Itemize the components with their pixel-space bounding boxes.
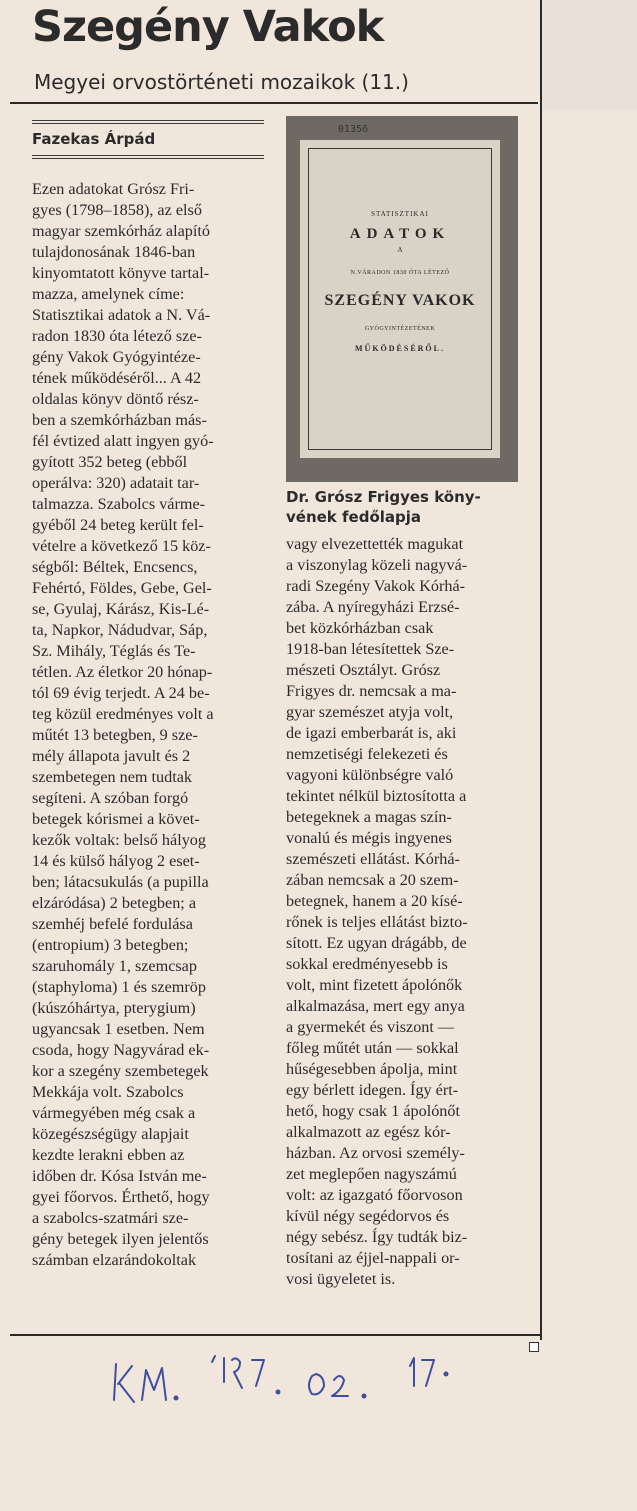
text-line: tosítani az éjjel-nappali or- [286, 1249, 460, 1267]
text-line: tétlen. Az életkor 20 hónap- [32, 663, 213, 681]
text-line: tól 69 évig terjedt. A 24 be- [32, 684, 210, 702]
text-line: Frigyes dr. nemcsak a ma- [286, 682, 457, 700]
text-line: a szabolcs-szatmári sze- [32, 1209, 189, 1227]
text-line: Fehértó, Földes, Gebe, Gel- [32, 579, 212, 597]
text-line: kezők voltak: belső hályog [32, 831, 206, 849]
text-line: szembetegen nem tudtak [32, 768, 193, 786]
text-line: szemészeti ellátást. Kórhá- [286, 850, 460, 868]
text-line: kinyomtatott könyve tartal- [32, 264, 210, 282]
text-line: se, Gyulaj, Kárász, Kis-Lé- [32, 600, 210, 618]
author-byline: Fazekas Árpád [32, 130, 156, 148]
text-line: Sz. Mihály, Téglás és Te- [32, 642, 196, 660]
text-line: gyított 352 beteg (ebből [32, 453, 188, 471]
cover-name: SZEGÉNY VAKOK [324, 292, 476, 309]
article-column-1 [32, 179, 264, 1271]
cover-line6: MŰKÖDÉSÉRŐL. [354, 344, 445, 353]
text-line: de igazi emberbarát is, aki [286, 724, 457, 742]
text-line: kezdte lerakni ebben az [32, 1146, 185, 1164]
cover-top-line: STATISZTIKAI [371, 210, 429, 218]
text-line: zában nemcsak a 20 szem- [286, 871, 459, 889]
text-line: operálva: 320) adatait tar- [32, 474, 200, 492]
text-line: tulajdonosának 1846-ban [32, 243, 196, 261]
cover-a: A [397, 246, 403, 254]
text-line: szaruhomály 1, szemcsap [32, 957, 197, 975]
text-line: házban. Az orvosi személy- [286, 1144, 465, 1162]
text-line: Statisztikai adatok a N. Vá- [32, 306, 211, 324]
text-line: vagyoni különbségre való [286, 766, 454, 784]
text-line: 14 és külső hályog 2 eset- [32, 852, 200, 870]
text-line: számban elzarándokoltak [32, 1251, 197, 1269]
text-line: nemzetiségi felekezeti és [286, 745, 448, 763]
text-line: talmazza. Szabolcs várme- [32, 495, 206, 513]
text-line: Ezen adatokat Grósz Fri- [32, 180, 195, 198]
text-line: ta, Napkor, Nádudvar, Sáp, [32, 621, 208, 639]
text-line: közegészségügy alapjait [32, 1125, 189, 1143]
caption-line: vének fedőlapja [286, 508, 422, 526]
text-line: négy sebész. Így tudták biz- [286, 1228, 468, 1246]
text-line: hűségesebben ápolja, mint [286, 1060, 458, 1078]
text-line: gyes (1798–1858), az első [32, 201, 202, 219]
text-line: ben a szemkórházban más- [32, 411, 207, 429]
text-line: volt, mint fizetett ápolónők [286, 976, 463, 994]
text-line: (staphyloma) 1 és szemröp [32, 978, 206, 996]
cover-line5: GYÓGYINTÉZETÉNEK [364, 326, 436, 332]
article-bottom-rule [10, 1334, 542, 1336]
text-line: (entropium) 3 betegben; [32, 936, 189, 954]
text-line: ben; látacsukulás (a pupilla [32, 873, 209, 891]
text-line: betegnek, hanem a 20 kísé- [286, 892, 463, 910]
cover-word: ADATOK [349, 226, 451, 242]
text-line: gyéből 24 beteg került fel- [32, 516, 204, 534]
text-line: betegek kórismei a követ- [32, 810, 200, 828]
text-line: zába. A nyíregyházi Erzsé- [286, 598, 460, 616]
text-line: gény Vakok Gyógyintéze- [32, 348, 201, 366]
text-line: gyar szemészet atyja volt, [286, 703, 454, 721]
text-line: a viszonylag közeli nagyvá- [286, 556, 468, 574]
series-subtitle: Megyei orvostörténeti mozaikok (11.) [34, 70, 409, 94]
text-line: elzáródása) 2 betegben; a [32, 894, 197, 912]
text-line: ugyancsak 1 esetben. Nem [32, 1020, 205, 1038]
text-line: alkalmazása, mert egy anya [286, 997, 465, 1015]
text-line: rőnek is teljes ellátást bizto- [286, 913, 468, 931]
text-line: gyei főorvos. Érthető, hogy [32, 1188, 210, 1206]
text-line: alkalmazott az egész kór- [286, 1123, 451, 1141]
text-line: radi Szegény Vakok Kórhá- [286, 577, 466, 595]
text-line: fél évtized alatt ingyen gyó- [32, 432, 214, 450]
text-line: mély állapota javult és 2 [32, 747, 191, 765]
text-line: mazza, amelynek címe: [32, 285, 185, 303]
text-line: teg közül eredményes volt a [32, 705, 214, 723]
text-line: vármegyében még csak a [32, 1104, 196, 1122]
text-line: magyar szemkórház alapító [32, 222, 210, 240]
text-line: tekintet nélkül biztosította a [286, 787, 467, 805]
text-line: a gyermekét és viszont — [286, 1018, 455, 1036]
text-line: vonalú és mégis ingyenes [286, 829, 452, 847]
text-line: szemhéj befelé fordulása [32, 915, 193, 933]
text-line: csoda, hogy Nagyvárad ek- [32, 1041, 210, 1059]
text-line: kor a szegény szembetegek [32, 1062, 209, 1080]
text-line: tének működéséről... A 42 [32, 369, 202, 387]
text-line: 1918-ban létesítettek Sze- [286, 640, 455, 658]
end-mark-square [529, 1342, 539, 1352]
article-column-2 [286, 534, 518, 1290]
text-line: segíteni. A szóban forgó [32, 789, 189, 807]
text-line: oldalas könyv döntő rész- [32, 390, 199, 408]
text-line: radon 1830 óta létező sze- [32, 327, 202, 345]
header-rule [10, 102, 538, 104]
text-line: zet meglepően nagyszámú [286, 1165, 457, 1183]
text-line: vagy elvezettették magukat [286, 535, 464, 553]
text-line: ségből: Béltek, Encsencs, [32, 558, 198, 576]
text-line: vételre a következő 15 köz- [32, 537, 211, 555]
text-line: időben dr. Kósa István me- [32, 1167, 207, 1185]
headline: Szegény Vakok [32, 2, 384, 52]
text-line: volt: az igazgató főorvoson [286, 1186, 463, 1204]
library-number: 01356 [338, 124, 369, 135]
text-line: Mekkája volt. Szabolcs [32, 1083, 184, 1101]
adjacent-page-bleed [540, 0, 637, 110]
text-line: mészeti Osztályt. Grósz [286, 661, 441, 679]
caption-line: Dr. Grósz Frigyes köny- [286, 488, 481, 506]
text-line: sított. Ez ugyan drágább, de [286, 934, 467, 952]
text-line: hető, hogy csak 1 ápolónőt [286, 1102, 460, 1120]
handwritten-date-note [112, 1352, 502, 1408]
author-rule-bottom [32, 155, 264, 159]
text-line: sokkal eredményesebb is [286, 955, 448, 973]
author-rule-top [32, 120, 264, 124]
text-line: egy bérlett idegen. Így ért- [286, 1081, 459, 1099]
text-line: műtét 13 betegben, 9 sze- [32, 726, 198, 744]
cover-line3: N.VÁRADON 1830 ÓTA LÉTEZŐ [350, 270, 450, 276]
text-line: főleg műtét után — sokkal [286, 1039, 459, 1057]
text-line: gény betegek ilyen jelentős [32, 1230, 209, 1248]
text-line: (kúszóhártya, pterygium) [32, 999, 196, 1017]
text-line: vosi ügyeletet is. [286, 1270, 396, 1288]
text-line: kívül négy segédorvos és [286, 1207, 450, 1225]
text-line: bet közkórházban csak [286, 619, 434, 637]
text-line: betegeknek a magas szín- [286, 808, 452, 826]
photo-caption [286, 487, 526, 527]
